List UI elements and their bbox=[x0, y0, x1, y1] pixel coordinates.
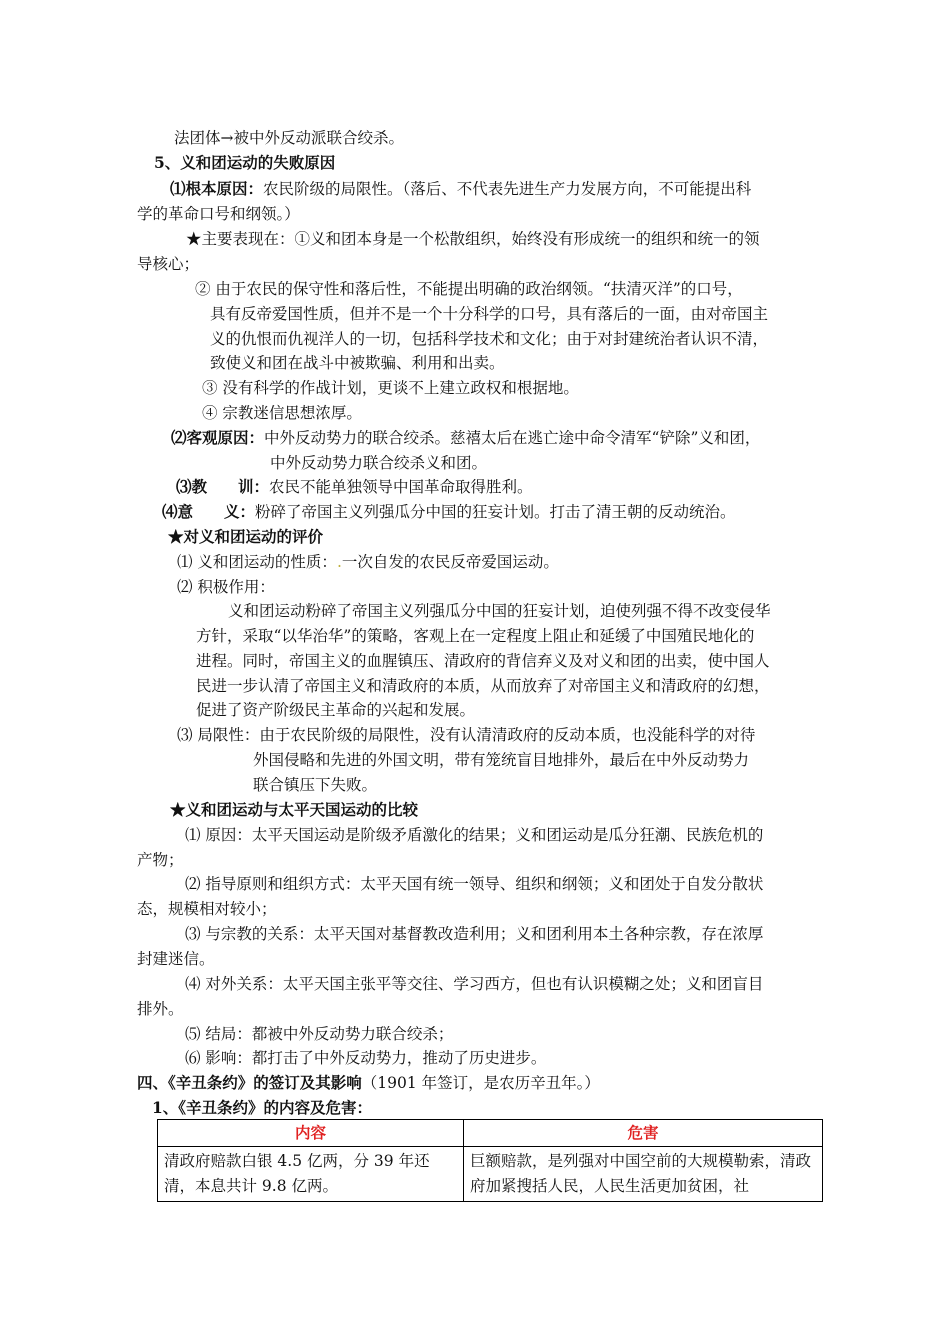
table-row bbox=[158, 1147, 823, 1202]
text-line bbox=[170, 179, 751, 199]
text-line: ⑸ 结局：都被中外反动势力联合绞杀； bbox=[185, 1025, 454, 1043]
text: （1901 年签订，是农历辛丑年。） bbox=[361, 1074, 600, 1092]
text-line: 产物； bbox=[137, 851, 184, 869]
text-line: ⑶ 与宗教的关系：太平天国对基督教改造利用；义和团利用本土各种宗教，存在浓厚 bbox=[185, 925, 764, 943]
text-line bbox=[137, 1073, 600, 1093]
text-line: ⑵ 积极作用： bbox=[177, 578, 275, 596]
text-line: 义的仇恨而仇视洋人的一切，包括科学技术和文化；由于对封建统治者认识不清， bbox=[210, 330, 769, 348]
text-line: ② 由于农民的保守性和落后性，不能提出明确的政治纲领。“扶清灭洋”的口号， bbox=[195, 280, 743, 298]
label: ⑶教 训： bbox=[176, 477, 270, 496]
table-header-harm: 危害 bbox=[464, 1120, 823, 1147]
text-line: 法团体→被中外反动派联合绞杀。 bbox=[174, 129, 404, 147]
section-heading: ★对义和团运动的评价 bbox=[168, 527, 324, 546]
text-line: 学的革命口号和纲领。） bbox=[137, 205, 300, 223]
label: ⑴根本原因： bbox=[170, 179, 264, 198]
text: 农民不能单独领导中国革命取得胜利。 bbox=[269, 478, 533, 496]
text-line: 排外。 bbox=[137, 1000, 184, 1018]
treaty-table bbox=[157, 1119, 823, 1202]
table-cell: 巨额赔款，是列强对中国空前的大规模勒索，清政府加紧搜括人民，人民生活更加贫困，社 bbox=[464, 1147, 823, 1202]
table-cell: 清政府赔款白银 4.5 亿两，分 39 年还清，本息共计 9.8 亿两。 bbox=[158, 1147, 464, 1202]
text-line: 具有反帝爱国性质，但并不是一个十分科学的口号，具有落后的一面，由对帝国主 bbox=[210, 305, 769, 323]
text-line: 民进一步认清了帝国主义和清政府的本质，从而放弃了对帝国主义和清政府的幻想， bbox=[196, 677, 770, 695]
marker-dot-icon: . bbox=[336, 553, 342, 571]
text-line: ④ 宗教迷信思想浓厚。 bbox=[202, 404, 362, 422]
subsection-heading: 1、《辛丑条约》的内容及危害： bbox=[152, 1098, 373, 1117]
text-line: 义和团运动粉碎了帝国主义列强瓜分中国的狂妄计划，迫使列强不得不改变侵华 bbox=[228, 602, 771, 620]
text-line: ③ 没有科学的作战计划，更谈不上建立政权和根据地。 bbox=[202, 379, 579, 397]
text-line bbox=[162, 502, 736, 522]
text-line: 封建迷信。 bbox=[137, 950, 215, 968]
text-line: 导核心； bbox=[137, 255, 200, 273]
text-line: ⑷ 对外关系：太平天国主张平等交往、学习西方，但也有认识模糊之处；义和团盲目 bbox=[185, 975, 764, 993]
text-line: 促进了资产阶级民主革命的兴起和发展。 bbox=[196, 701, 476, 719]
label: ⑴ 义和团运动的性质： bbox=[177, 553, 337, 571]
label: ⑷意 义： bbox=[162, 502, 256, 521]
text-line: ⑶ 局限性：由于农民阶级的局限性，没有认清清政府的反动本质，也没能科学的对待 bbox=[177, 726, 756, 744]
label: ⑵客观原因： bbox=[171, 428, 265, 447]
text: 粉碎了帝国主义列强瓜分中国的狂妄计划。打击了清王朝的反动统治。 bbox=[255, 503, 736, 521]
text-line: 中外反动势力联合绞杀义和团。 bbox=[270, 454, 488, 472]
text-line: 外国侵略和先进的外国文明，带有笼统盲目地排外，最后在中外反动势力 bbox=[253, 751, 750, 769]
text-line: ⑹ 影响：都打击了中外反动势力，推动了历史进步。 bbox=[185, 1049, 547, 1067]
section-heading: 四、《辛丑条约》的签订及其影响 bbox=[137, 1073, 362, 1092]
section-heading: 5、义和团运动的失败原因 bbox=[154, 153, 336, 172]
text: 农民阶级的局限性。（落后、不代表先进生产力发展方向，不可能提出科 bbox=[263, 180, 752, 198]
text-line bbox=[176, 477, 533, 497]
text: 一次自发的农民反帝爱国运动。 bbox=[341, 553, 559, 571]
text-line: ⑴ 原因：太平天国运动是阶级矛盾激化的结果；义和团运动是瓜分狂潮、民族危机的 bbox=[185, 826, 764, 844]
text: 中外反动势力的联合绞杀。慈禧太后在逃亡途中命令清军“铲除”义和团， bbox=[264, 429, 761, 447]
text-line: ⑵ 指导原则和组织方式：太平天国有统一领导、组织和纲领；义和团处于自发分散状 bbox=[185, 875, 764, 893]
table-header-content: 内容 bbox=[158, 1120, 464, 1147]
text-line: 进程。同时，帝国主义的血腥镇压、清政府的背信弃义及对义和团的出卖，使中国人 bbox=[196, 652, 770, 670]
text-line: 致使义和团在战斗中被欺骗、利用和出卖。 bbox=[210, 354, 505, 372]
text-line bbox=[177, 552, 559, 572]
text-line: 方针，采取“以华治华”的策略，客观上在一定程度上阻止和延缓了中国殖民地化的 bbox=[196, 627, 755, 645]
text-line: 联合镇压下失败。 bbox=[253, 776, 378, 794]
text-line: ★主要表现在：①义和团本身是一个松散组织，始终没有形成统一的组织和统一的领 bbox=[186, 230, 760, 248]
section-heading: ★义和团运动与太平天国运动的比较 bbox=[170, 800, 419, 819]
text-line: 态，规模相对较小； bbox=[137, 900, 277, 918]
text-line bbox=[171, 428, 760, 448]
